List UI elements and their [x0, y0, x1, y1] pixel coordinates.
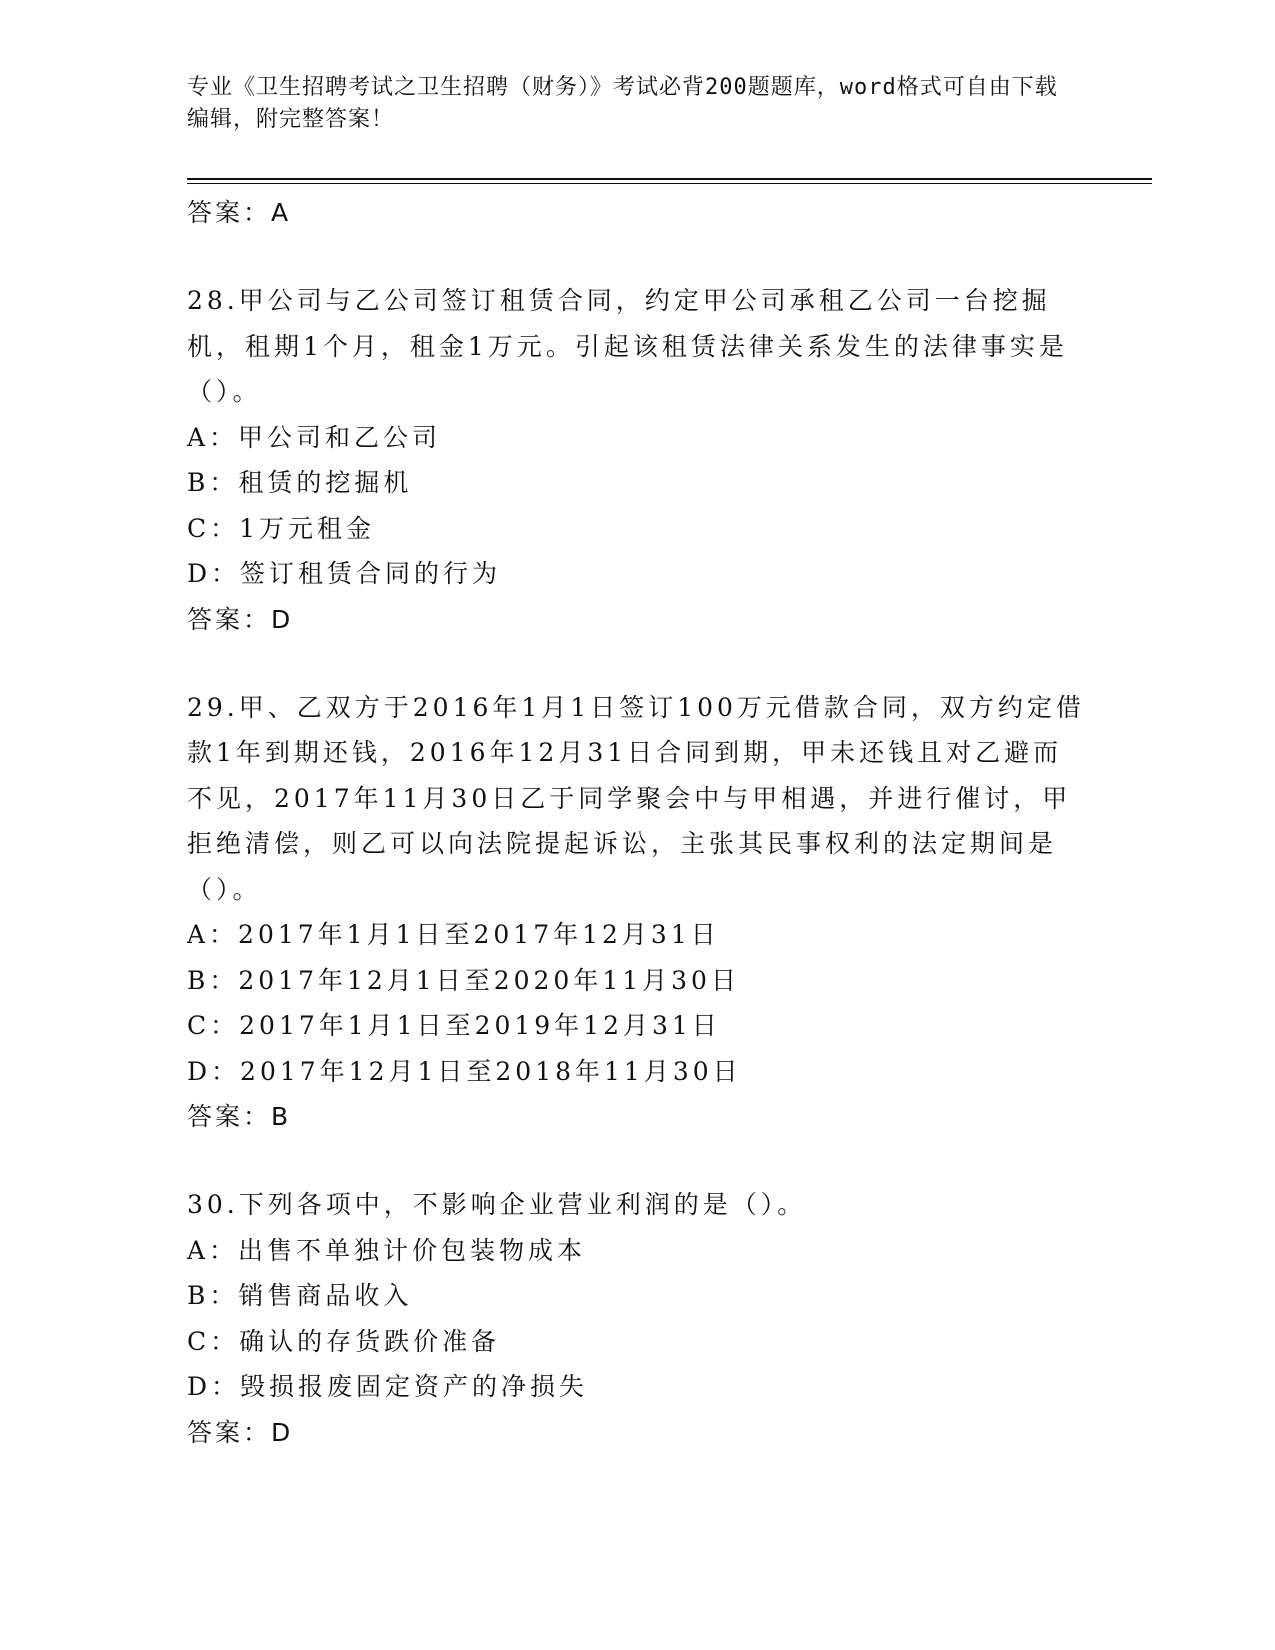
- question-block-30: [187, 1182, 1087, 1456]
- option-c: C：1万元租金: [187, 513, 376, 543]
- header-rule-thick: [187, 178, 1152, 180]
- option-b: B：销售商品收入: [187, 1281, 413, 1310]
- question-text: 30.下列各项中，不影响企业营业利润的是（）。: [187, 1190, 807, 1219]
- option-b: B：2017年12月1日至2020年11月30日: [187, 965, 740, 995]
- option-c: C：2017年1月1日至2019年12月31日: [187, 1011, 721, 1040]
- document-content: [187, 190, 1087, 1456]
- answer-line: 答案：D: [187, 1417, 294, 1447]
- option-a: A：甲公司和乙公司: [187, 422, 442, 452]
- option-a: A：出售不单独计价包装物成本: [187, 1235, 587, 1265]
- option-b: B：租赁的挖掘机: [187, 468, 413, 497]
- option-d: D：签订租赁合同的行为: [187, 559, 502, 588]
- option-d: D：毁损报废固定资产的净损失: [187, 1372, 589, 1401]
- option-a: A：2017年1月1日至2017年12月31日: [187, 920, 720, 949]
- question-text: 28.甲公司与乙公司签订租赁合同，约定甲公司承租乙公司一台挖掘机，租期1个月，租金1万元。引起该租赁法律关系发生的法律事实是（）。: [187, 286, 1068, 406]
- answer-line: 答案：B: [187, 1102, 292, 1131]
- option-d: D：2017年12月1日至2018年11月30日: [187, 1056, 742, 1086]
- previous-answer: 答案：A: [187, 198, 292, 227]
- question-block-28: [187, 278, 1087, 643]
- question-block-29: [187, 685, 1087, 1141]
- header-rule-thin: [187, 183, 1152, 184]
- answer-line: 答案：D: [187, 604, 294, 634]
- option-c: C：确认的存货跌价准备: [187, 1326, 501, 1356]
- page-header: 专业《卫生招聘考试之卫生招聘（财务）》考试必背200题题库，word格式可自由下载编辑，附完整答案！: [187, 75, 1058, 132]
- question-text: 29.甲、乙双方于2016年1月1日签订100万元借款合同，双方约定借款1年到期还钱，2016年12月31日合同到期，甲未还钱且对乙避而不见，2017年11月30日乙于同学聚会中与甲相遇，并进行催讨，甲拒绝清偿，则乙可以向法院提起诉讼，主张其民事权利的法定期间是（）。: [187, 692, 1085, 904]
